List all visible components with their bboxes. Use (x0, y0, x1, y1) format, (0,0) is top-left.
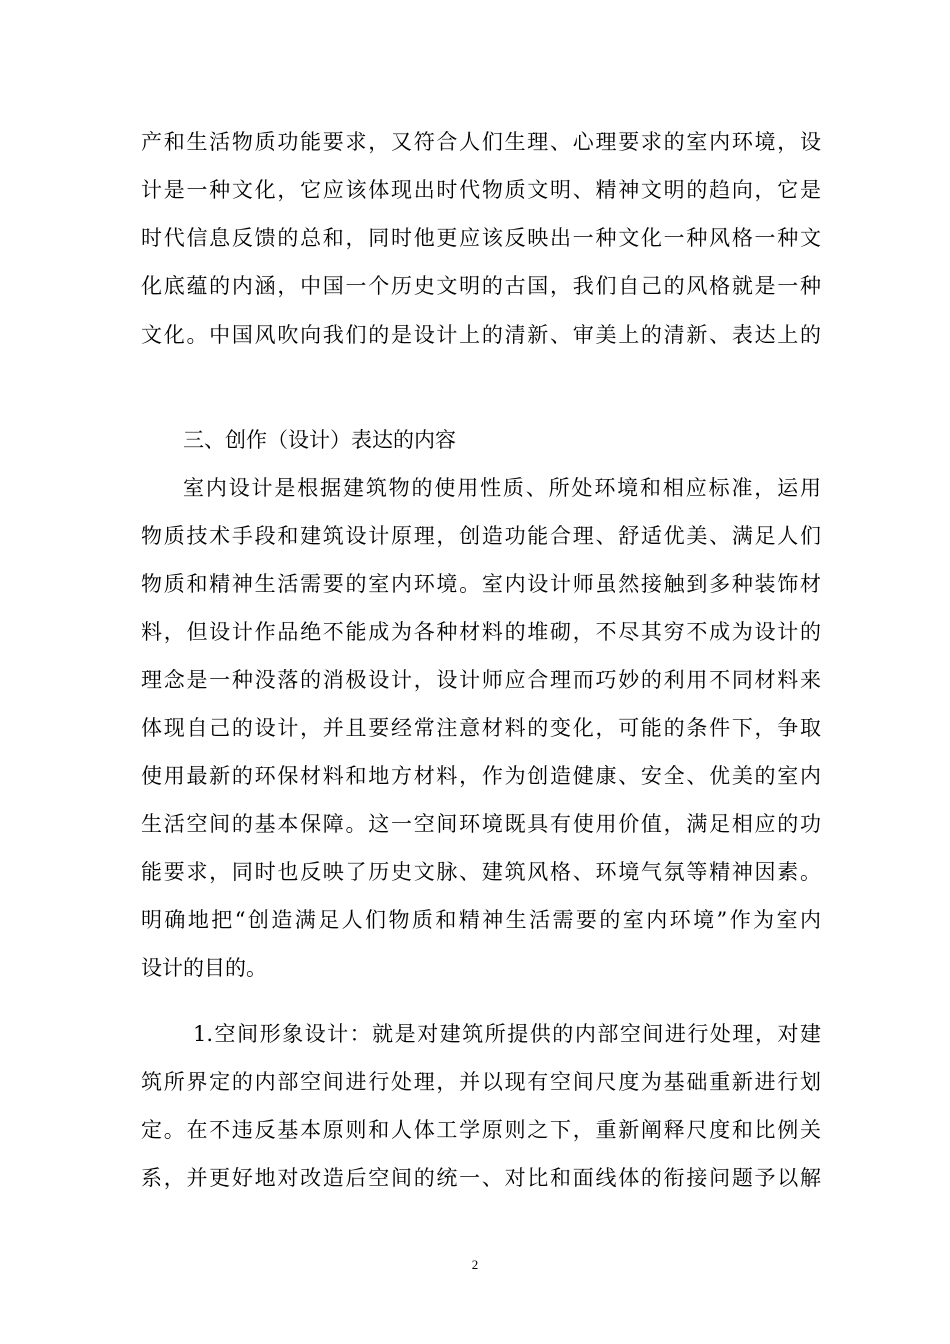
text-line: 使用最新的环保材料和地方材料，作为创造健康、安全、优美的室内 (141, 764, 821, 788)
text-line: 料，但设计作品绝不能成为各种材料的堆砌，不尽其穷不成为设计的 (141, 620, 821, 644)
text-line: 时代信息反馈的总和，同时他更应该反映出一种文化一种风格一种文 (141, 226, 821, 250)
text-line: 产和生活物质功能要求，又符合人们生理、心理要求的室内环境，设 (141, 130, 821, 154)
text-line: 计是一种文化，它应该体现出时代物质文明、精神文明的趋向，它是 (141, 178, 821, 202)
text-line: 设计的目的。 (141, 956, 267, 980)
text-line: 能要求，同时也反映了历史文脉、建筑风格、环境气氛等精神因素。 (141, 860, 821, 884)
text-line: 物质技术手段和建筑设计原理，创造功能合理、舒适优美、满足人们 (141, 524, 821, 548)
text-line: 筑所界定的内部空间进行处理，并以现有空间尺度为基础重新进行划 (141, 1070, 821, 1094)
text-line: 体现自己的设计，并且要经常注意材料的变化，可能的条件下，争取 (141, 716, 821, 740)
text-line: 1.空间形象设计：就是对建筑所提供的内部空间进行处理，对建 (193, 1022, 821, 1046)
text-line: 系，并更好地对改造后空间的统一、对比和面线体的衔接问题予以解 (141, 1166, 821, 1190)
text-line: 生活空间的基本保障。这一空间环境既具有使用价值，满足相应的功 (141, 812, 821, 836)
text-line: 明确地把“创造满足人们物质和精神生活需要的室内环境”作为室内 (141, 908, 821, 932)
text-line: 化底蕴的内涵，中国一个历史文明的古国，我们自己的风格就是一种 (141, 274, 821, 298)
section-heading: 三、创作（设计）表达的内容 (183, 428, 456, 452)
text-line: 定。在不违反基本原则和人体工学原则之下，重新阐释尺度和比例关 (141, 1118, 821, 1142)
text-line: 理念是一种没落的消极设计，设计师应合理而巧妙的利用不同材料来 (141, 668, 821, 692)
text-line: 文化。中国风吹向我们的是设计上的清新、审美上的清新、表达上的 (141, 323, 821, 347)
page-number: 2 (471, 1257, 479, 1272)
text-line: 室内设计是根据建筑物的使用性质、所处环境和相应标准，运用 (183, 476, 821, 500)
text-line: 物质和精神生活需要的室内环境。室内设计师虽然接触到多种装饰材 (141, 572, 821, 596)
